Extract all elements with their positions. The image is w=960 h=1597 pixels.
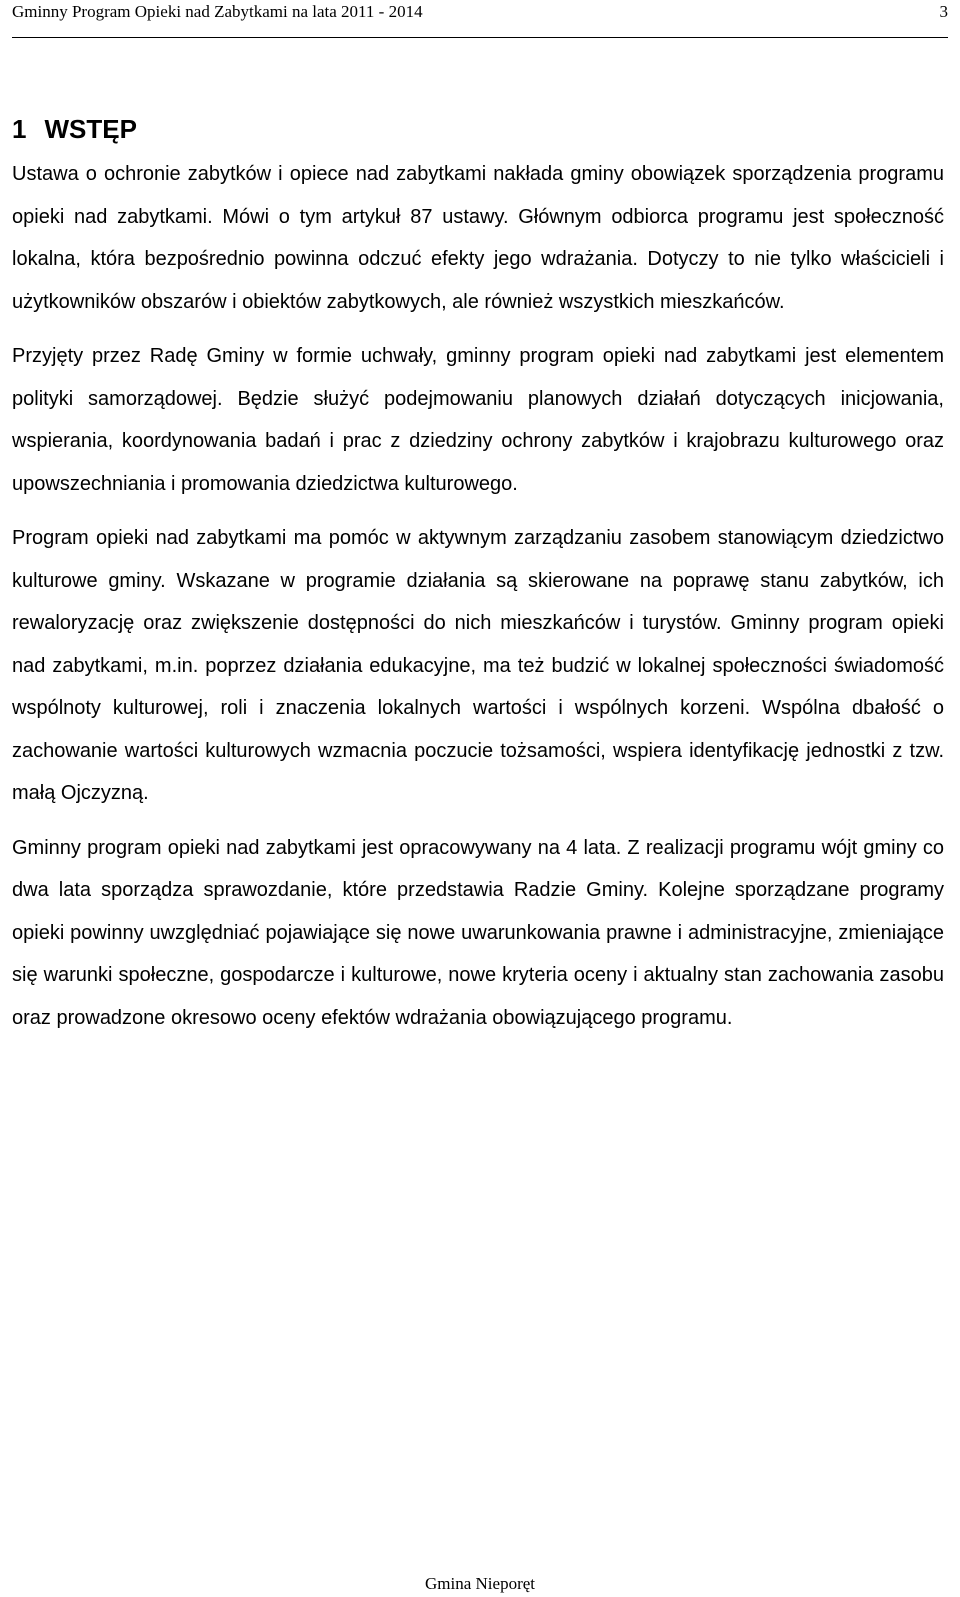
- document-body: [12, 105, 944, 1039]
- page-footer: Gmina Nieporęt: [425, 1574, 535, 1593]
- page-header: [12, 0, 948, 38]
- paragraph: Przyjęty przez Radę Gminy w formie uchwały, gminny program opieki nad zabytkami jest elementem polityki samorządowej. Będzie służyć podejmowaniu planowych działań dotyczących inicjowania, wspierania, koordynowania badań i prac z dziedziny ochrony zabytków i krajobrazu kulturowego oraz upowszechniania i promowania dziedzictwa kulturowego.: [12, 345, 944, 495]
- section-heading: [12, 105, 944, 153]
- paragraph: Gminny program opieki nad zabytkami jest opracowywany na 4 lata. Z realizacji programu wójt gminy co dwa lata sporządza sprawozdanie, które przedstawia Radzie Gminy. Kolejne sporządzane programy opieki powinny uwzględniać pojawiające się nowe uwarunkowania prawne i administracyjne, zmieniające się warunki społeczne, gospodarcze i kulturowe, nowe kryteria oceny i aktualny stan zachowania zasobu oraz prowadzone okresowo oceny efektów wdrażania obowiązującego programu.: [12, 836, 944, 1029]
- document-title: Gminny Program Opieki nad Zabytkami na lata 2011 - 2014: [12, 2, 423, 21]
- paragraph: Ustawa o ochronie zabytków i opiece nad zabytkami nakłada gminy obowiązek sporządzenia programu opieki nad zabytkami. Mówi o tym artykuł 87 ustawy. Głównym odbiorca programu jest społeczność lokalna, która bezpośrednio powinna odczuć efekty jego wdrażania. Dotyczy to nie tylko właścicieli i użytkowników obszarów i obiektów zabytkowych, ale również wszystkich mieszkańców.: [12, 163, 944, 313]
- paragraph: Program opieki nad zabytkami ma pomóc w aktywnym zarządzaniu zasobem stanowiącym dziedzictwo kulturowe gminy. Wskazane w programie działania są skierowane na poprawę stanu zabytków, ich rewaloryzację oraz zwiększenie dostępności do nich mieszkańców i turystów. Gminny program opieki nad zabytkami, m.in. poprzez działania edukacyjne, ma też budzić w lokalnej społeczności świadomość wspólnoty kulturowej, roli i znaczenia lokalnych wartości i wspólnych korzeni. Wspólna dbałość o zachowanie wartości kulturowych wzmacnia poczucie tożsamości, wspiera identyfikację jednostki z tzw. małą Ojczyzną.: [12, 527, 944, 804]
- page-number: 3: [939, 2, 948, 21]
- section-number: 1: [12, 114, 27, 144]
- section-title: WSTĘP: [44, 114, 137, 144]
